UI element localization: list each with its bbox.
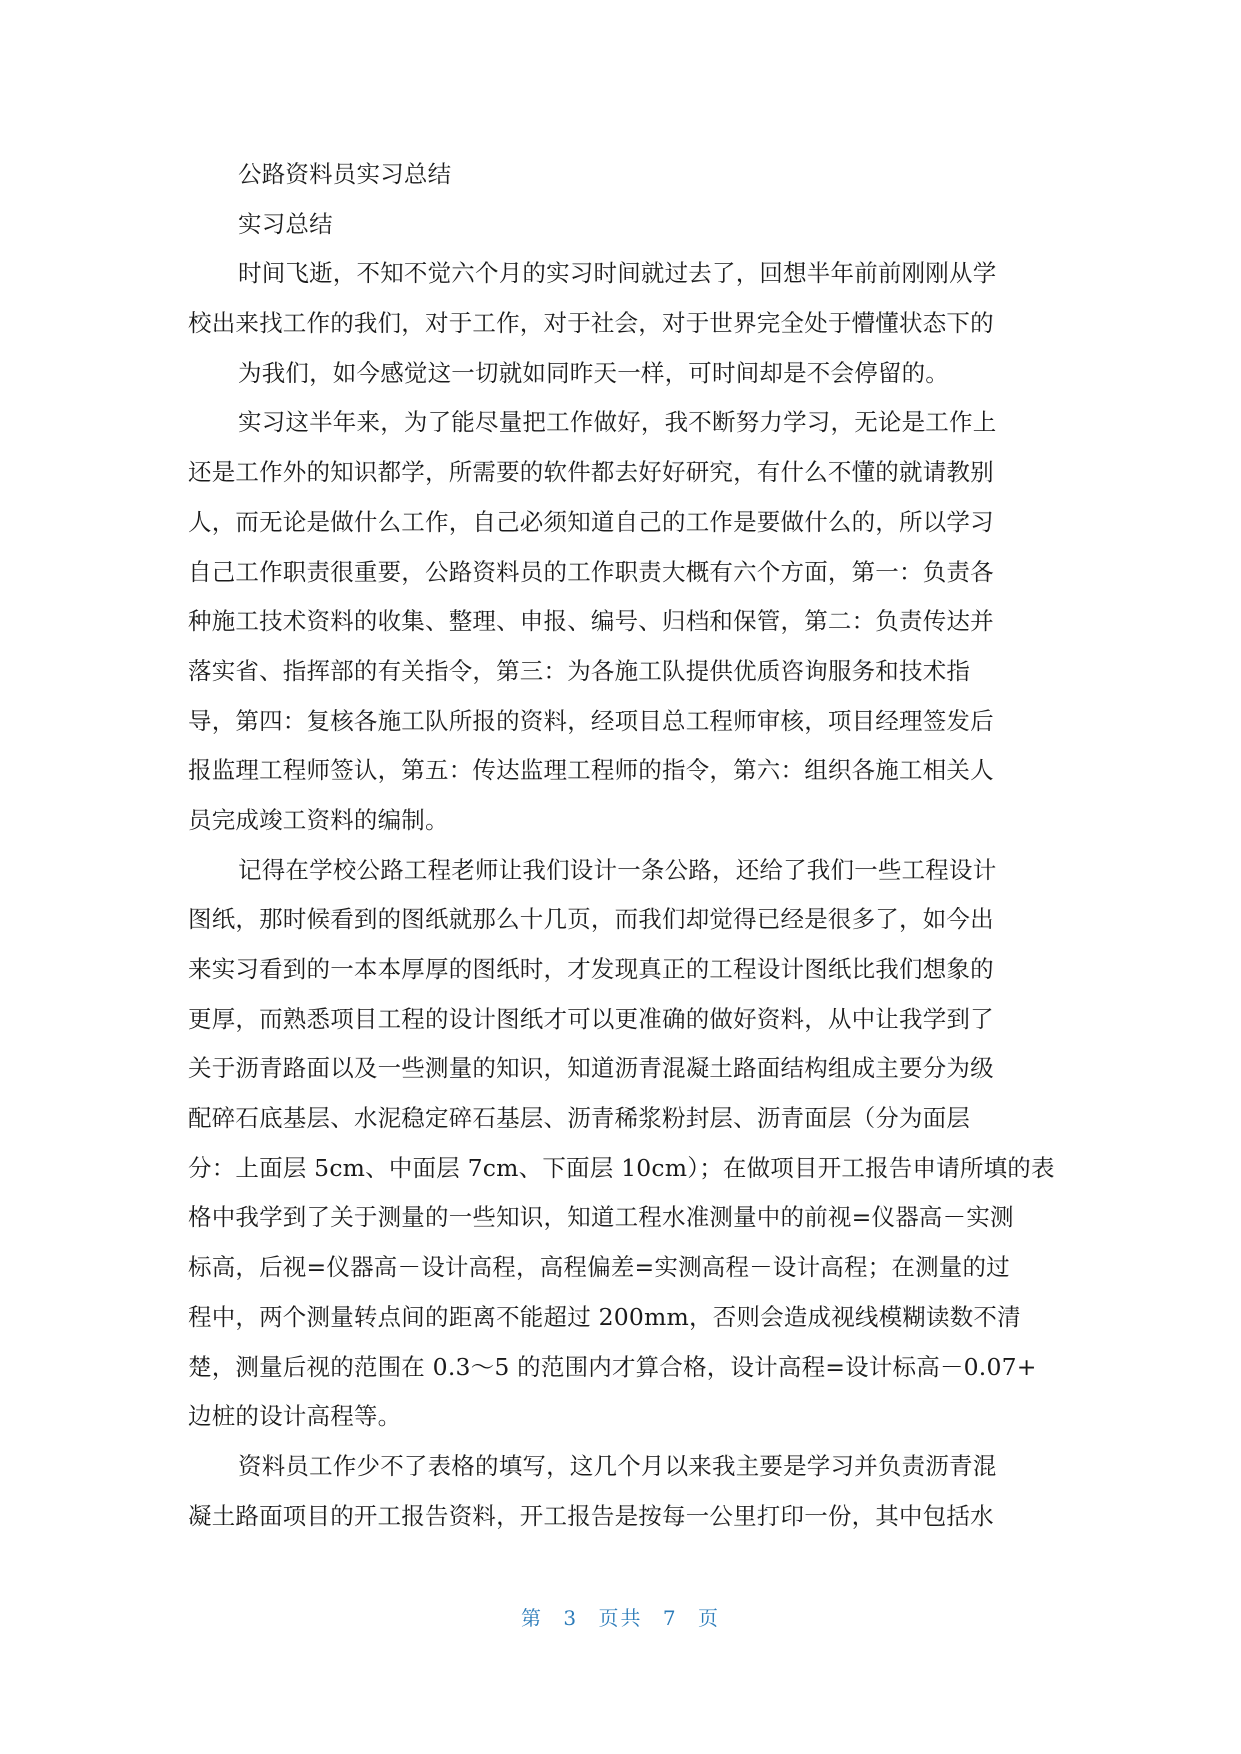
total-pages-number: 7	[662, 1606, 678, 1630]
current-page-number: 3	[563, 1606, 579, 1630]
text-line: 关于沥青路面以及一些测量的知识，知道沥青混凝土路面结构组成主要分为级	[188, 1054, 994, 1083]
document-title: 公路资料员实习总结	[238, 160, 452, 188]
text-line: 凝土路面项目的开工报告资料，开工报告是按每一公里打印一份，其中包括水	[188, 1501, 994, 1530]
text-line: 楚，测量后视的范围在 0.3～5 的范围内才算合格，设计高程=设计标高－0.07+	[188, 1352, 1037, 1381]
text-line: 校出来找工作的我们，对于工作，对于社会，对于世界完全处于懵懂状态下的	[188, 309, 994, 338]
text-line: 报监理工程师签认，第五：传达监理工程师的指令，第六：组织各施工相关人	[188, 756, 994, 785]
text-line: 分：上面层 5cm、中面层 7cm、下面层 10cm）；在做项目开工报告申请所填的表	[188, 1153, 1055, 1182]
text-line: 实习这半年来，为了能尽量把工作做好，我不断努力学习，无论是工作上	[238, 408, 997, 437]
text-line: 资料员工作少不了表格的填写，这几个月以来我主要是学习并负责沥青混	[238, 1451, 997, 1480]
text-line: 更厚，而熟悉项目工程的设计图纸才可以更准确的做好资料，从中让我学到了	[188, 1004, 994, 1033]
section-heading: 实习总结	[238, 209, 333, 238]
text-line: 标高，后视=仪器高－设计高程，高程偏差=实测高程－设计高程；在测量的过	[188, 1253, 1010, 1282]
text-line: 程中，两个测量转点间的距离不能超过 200mm，否则会造成视线模糊读数不清	[188, 1302, 1021, 1331]
page-label-prefix: 第	[521, 1606, 544, 1630]
text-line: 还是工作外的知识都学，所需要的软件都去好好研究，有什么不懂的就请教别	[188, 458, 994, 487]
text-line: 员完成竣工资料的编制。	[188, 805, 449, 834]
text-line: 图纸，那时候看到的图纸就那么十几页，而我们却觉得已经是很多了，如今出	[188, 905, 994, 934]
text-line: 记得在学校公路工程老师让我们设计一条公路，还给了我们一些工程设计	[238, 855, 997, 884]
text-line: 导，第四：复核各施工队所报的资料，经项目总工程师审核，项目经理签发后	[188, 706, 994, 735]
page-label-suffix: 页	[697, 1606, 720, 1630]
document-body	[188, 150, 1055, 1541]
text-line: 自己工作职责很重要，公路资料员的工作职责大概有六个方面，第一：负责各	[188, 557, 994, 586]
text-line: 边桩的设计高程等。	[188, 1402, 402, 1431]
page-footer	[0, 1602, 1241, 1631]
text-line: 落实省、指挥部的有关指令，第三：为各施工队提供优质咨询服务和技术指	[188, 656, 971, 685]
text-line: 来实习看到的一本本厚厚的图纸时，才发现真正的工程设计图纸比我们想象的	[188, 955, 994, 983]
text-line: 配碎石底基层、水泥稳定碎石基层、沥青稀浆粉封层、沥青面层（分为面层	[188, 1104, 971, 1133]
text-line: 格中我学到了关于测量的一些知识，知道工程水准测量中的前视=仪器高－实测	[188, 1203, 1014, 1232]
text-line: 人，而无论是做什么工作，自己必须知道自己的工作是要做什么的，所以学习	[188, 507, 994, 536]
text-line: 为我们，如今感觉这一切就如同昨天一样，可时间却是不会停留的。	[238, 358, 949, 387]
page-label-mid: 页共	[598, 1606, 643, 1630]
text-line: 种施工技术资料的收集、整理、申报、编号、归档和保管，第二：负责传达并	[188, 607, 994, 636]
text-line: 时间飞逝，不知不觉六个月的实习时间就过去了，回想半年前前刚刚从学	[238, 259, 997, 288]
